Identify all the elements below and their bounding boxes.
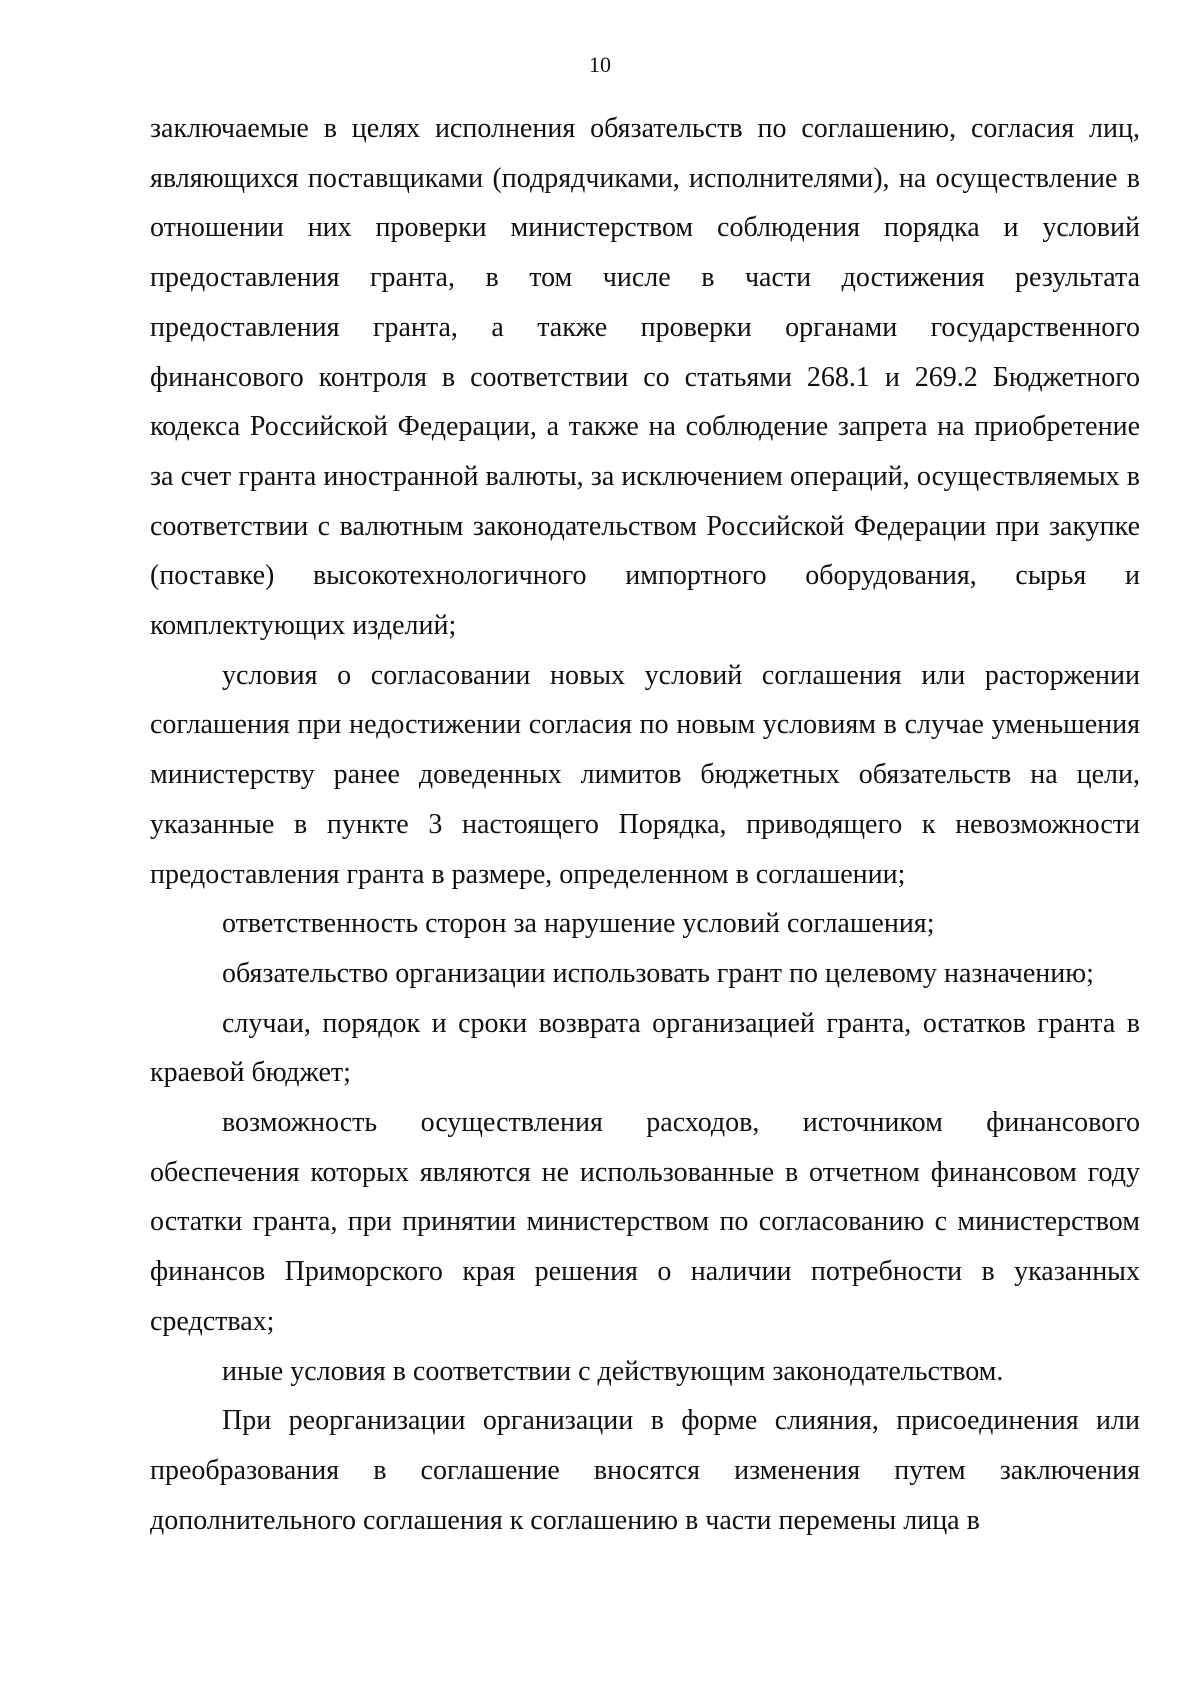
paragraph-responsibility: ответственность сторон за нарушение условий соглашения; [222, 908, 935, 940]
paragraph-continuation: заключаемые в целях исполнения обязательств по соглашению, согласия лиц, являющихся поставщиками (подрядчиками, исполнителями), на осуществление в отношении них проверки министерством соблюдения порядка и условий предоставления гранта, в том числе в части достижения результата предоставления гранта, а также проверки органами государственного финансового контроля в соответствии со статьями 268.1 и 269.2 Бюджетного кодекса Российской Федерации, а также на соблюдение запрета на приобретение за счет гранта иностранной валюты, за исключением операций, осуществляемых в соответствии с валютным законодательством Российской Федерации при закупке (поставке) высокотехнологичного импортного оборудования, сырья и комплектующих изделий; [150, 113, 1140, 642]
paragraph-target-use: обязательство организации использовать грант по целевому назначению; [222, 957, 1094, 989]
document-body [150, 104, 1140, 1545]
paragraph-expense-possibility: возможность осуществления расходов, источником финансового обеспечения которых являются не использованные в отчетном финансовом году остатки гранта, при принятии министерством по согласованию с министерством финансов Приморского края решения о наличии потребности в указанных средствах; [150, 1107, 1140, 1337]
paragraph-reorganization: При реорганизации организации в форме слияния, присоединения или преобразования в соглашение вносятся изменения путем заключения дополнительного соглашения к соглашению в части перемены лица в [150, 1405, 1140, 1536]
paragraph-agreement-conditions: условия о согласовании новых условий соглашения или расторжении соглашения при недостижении согласия по новым условиям в случае уменьшения министерству ранее доведенных лимитов бюджетных обязательств на цели, указанные в пункте 3 настоящего Порядка, приводящего к невозможности предоставления гранта в размере, определенном в соглашении; [150, 659, 1140, 890]
paragraph-return-cases: случаи, порядок и сроки возврата организацией гранта, остатков гранта в краевой бюджет; [150, 1007, 1140, 1089]
page-number: 10 [589, 52, 611, 77]
paragraph-other-conditions: иные условия в соответствии с действующим законодательством. [222, 1355, 1004, 1387]
